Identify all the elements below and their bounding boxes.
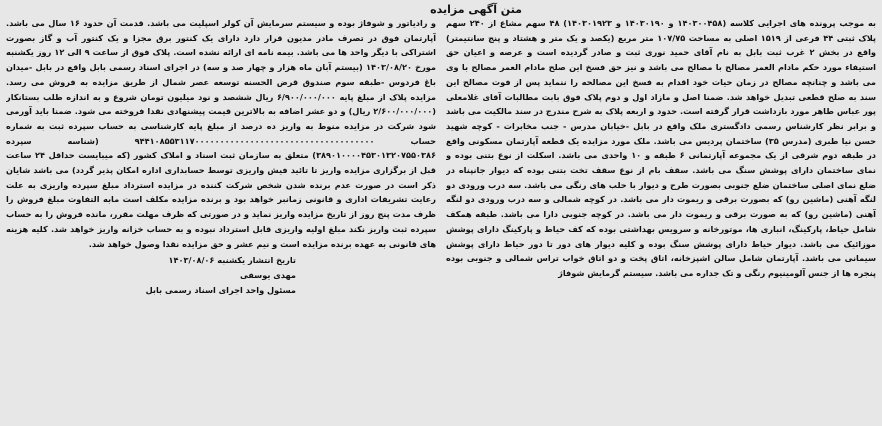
notice-column-right [446, 16, 876, 424]
notice-columns [6, 16, 876, 424]
notice-column-left [6, 16, 436, 424]
notice-title: متن آگهی مزایده [430, 3, 522, 16]
signer-name: مهدی یوسفی [240, 269, 296, 280]
signature-block [6, 253, 436, 297]
notice-paragraph-right: به موجب پرونده های اجرایی کلاسه (۱۴۰۳۰۰۴۵۸ و ۱۴۰۳۰۱۹۰ و ۱۴۰۳۰۱۹۲۳) ۴۸ سهم مشاع از ۲۴۰ سهم پلاک ثبتی ۴۴ فرعی از ۱۵۱۹ اصلی به مساحت ۱۰۷/۷۵ متر مربع (یکصد و یک متر و هشتاد و پنج سانتیمتر) واقع در بخش ۲ غرب ثبت بابل به نام آقای حمید نوری ثبت و صادر گردیده است و عرصه و اعیان حق استیفاء مورد حکم مادام العمر مصالح با مصالح می باشد و نیز حق فسخ این صلح مادام العمر مصالح با وی می باشد و چنانچه مصالح در زمان حیات خود اقدام به فسخ این مصالحه را ننماید پس از فوت مصالح این سند به صلح قطعی تبدیل خواهد شد. ضمنا اصل و مازاد اول و دوم پلاک فوق بابت مطالبات آقای غلامعلی پور عباس طاهر مورد بازداشت قرار گرفته است. حدود و اربعه پلاک به شرح مندرج در سند مالکیت می باشد و برابر نظر کارشناس رسمی دادگستری ملک واقع در بابل -خیابان مدرس - جنب مخابرات - کوچه شهید حسن نیا طبری (مدرس ۳۵) ساختمان پردیس می باشد. ملک مورد مزایده یک قطعه آپارتمان مسکونی واقع در طبقه دوم شرقی از یک مجموعه آپارتمانی ۶ طبقه و ۱۰ واحدی می باشد. اسکلت از نوع بتنی بوده و نمای ساختمان دارای پوشش سنگ می باشد. سقف بام از نوع سقف تخت بتنی بوده که دیوار جانپناه در ضلع نمای اصلی ساختمان ضلع جنوبی بصورت طرح و دیوار با حلب های رنگی می باشد. سه درب ورودی دو لنگه آهنی (ماشین رو) که بصورت برقی و ریموت دار می باشد. در کوچه شمالی و سه درب ورودی دو لنگه آهنی (ماشین رو) که به صورت برقی و ریموت دار می باشد. در کوچه جنوبی دارا می باشد. طبقه همکف شامل حیاط، پارکینگ، انباری ها، موتورخانه و سرویس بهداشتی بوده که کف حیاط و پارکینگ دارای پوشش موزائیک می باشد. دیوار حیاط دارای پوشش سنگ بوده و کلیه دیوار های دور تا دور حیاط دارای پوشش سیمانی می باشد. آپارتمان شامل سالن اشپزخانه، اتاق پخت و دو اتاق خواب تراس شمالی و جنوبی بوده پنجره ها از جنس آلومینیوم رنگی و تک جداره می باشد. سیستم گرمایش شوفاژ [446, 18, 876, 278]
publish-date: تاریخ انتشار یکشنبه ۱۴۰۳/۰۸/۰۶ [168, 255, 296, 266]
signer-position: مسئول واحد اجرای اسناد رسمی بابل [145, 284, 296, 295]
notice-paragraph-left: و رادیاتور و شوفاژ بوده و سیستم سرمایش آن کولر اسپلیت می باشد. قدمت آن حدود ۱۶ سال می باشد. آپارتمان فوق در تصرف مادر مدیون قرار دارد دارای یک کنتور برق مجزا و یک کنتور آب و گاز بصورت اشتراکی با دیگر واحد ها می باشد. بیمه نامه ای ارائه نشده است. پلاک فوق از ساعت ۹ الی ۱۲ روز یکشنبه مورخ ۱۴۰۳/۰۸/۲۰ (بیستم آبان ماه هزار و چهار صد و سه) در اجرای اسناد رسمی بابل واقع در بابل -میدان باغ فردوس -طبقه سوم صندوق قرض الحسنه توسعه عصر شمال از طریق مزایده به فروش می رسد. مزایده پلاک از مبلغ پایه ۶/۹۰۰/۰۰۰/۰۰۰ ریال ششصد و نود میلیون تومان شروع و به اندازه طلب بستانکار (۲/۶۰۰/۰۰۰/۰۰۰ ریال) و دو عشر اضافه به بالاترین قیمت پیشنهادی نقدا فروخته می شود. ضمنا باید آورمی شود شرکت در مزایده منوط به واریز ده درصد از مبلغ پایه کارشناسی به حساب سپرده ثبت به شماره حساب ۹۴۴۱۰۸۵۵۳۱۱۷۰۰۰۰۰۰۰۰۰۰۰۰۰۰۰۰۰۰۰۰۰۰۰۰۰۰۰۰۰۰۰۰۰۰۰۰ (شناسه سپرده ۳۸۹۰۱۰۰۰۰۴۵۳۰۱۳۲۰۷۵۵۰۳۸۶) متعلق به سازمان ثبت اسناد و املاک کشور (که میبایست حداقل ۲۴ ساعت قبل از برگزاری مزایده واریز تا تائید فیش واریزی توسط حسابداری اداره امکان پذیر گردد) می باشد شایان ذکر است در صورت عدم برنده شدن شخص شرکت کننده در مزایده استرداد مبلغ سپرده واریزی به علت رعایت تشریفات اداری و قانونی زمانبر خواهد بود و برنده مزایده مکلف است مابه التفاوت مبلغ فروش را ظرف مدت پنج روز از تاریخ مزایده واریز نماید و در صورتی که ظرف مهلت مقرر، مانده فروش را به حساب سپرده ثبت واریز نکند مبلغ اولیه واریزی قابل استرداد نبوده و به حساب خزانه واریز خواهد شد. کلیه هزینه های قانونی به عهده برنده مزایده است و نیم عشر و حق مزایده نقدا وصول خواهد شد. [6, 18, 436, 249]
